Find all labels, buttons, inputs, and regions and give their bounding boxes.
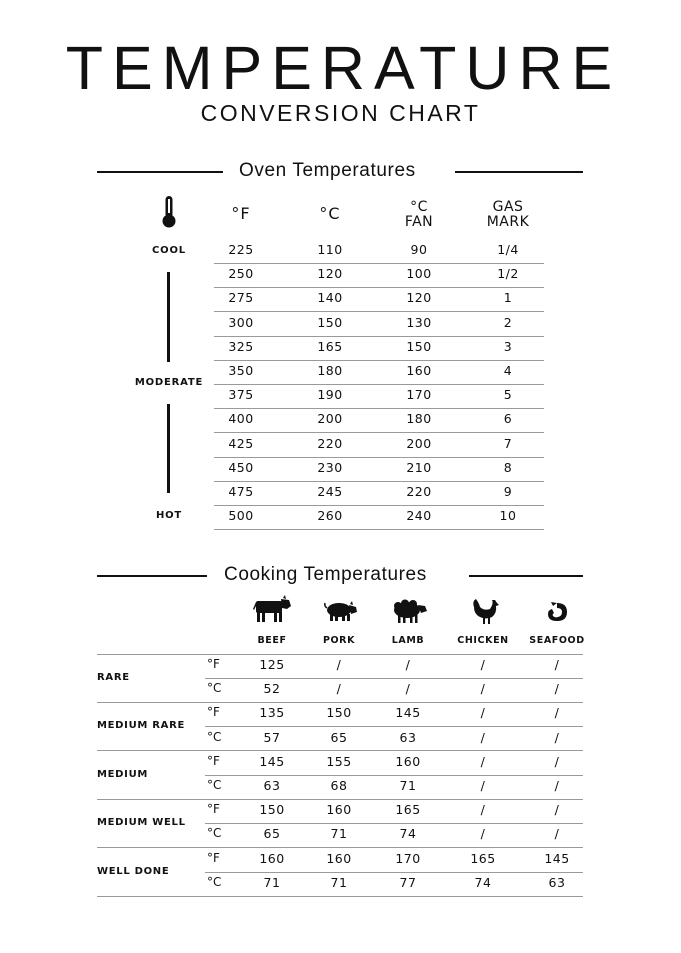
cooking-cell: 68 — [330, 778, 348, 793]
cooking-cell: / — [554, 826, 560, 842]
unit-label: °C — [207, 681, 222, 696]
unit-label: °C — [207, 874, 222, 889]
cooking-cell: / — [554, 778, 560, 793]
oven-cell: 5 — [503, 387, 513, 403]
oven-cell: 120 — [406, 290, 432, 306]
cooking-cell: 160 — [326, 850, 352, 866]
oven-cell: 500 — [228, 508, 254, 524]
oven-heading-rule-right — [455, 171, 583, 173]
cooking-cell: / — [480, 826, 486, 842]
oven-cell: 350 — [228, 363, 254, 378]
oven-cell: 425 — [228, 435, 254, 451]
cooking-heading-rule-right — [469, 575, 583, 577]
cooking-inner-divider — [205, 775, 583, 776]
oven-cell: 220 — [317, 435, 343, 451]
oven-cell: 2 — [503, 314, 513, 330]
cooking-cell: 74 — [474, 874, 492, 890]
cooking-cell: 145 — [259, 753, 285, 769]
cooking-cell: 165 — [470, 850, 496, 866]
cooking-cell: 155 — [326, 753, 352, 769]
cooking-cell: / — [554, 729, 560, 745]
animal-label: LAMB — [391, 635, 425, 646]
level-cool: COOL — [152, 245, 186, 256]
oven-cell: 375 — [228, 387, 254, 403]
pig-icon — [324, 600, 358, 626]
cooking-cell: / — [405, 681, 411, 697]
oven-row-divider — [214, 529, 544, 530]
oven-cell: 200 — [317, 411, 343, 427]
oven-row-divider — [214, 311, 544, 312]
cooking-cell: 65 — [330, 729, 348, 745]
oven-cell: 10 — [499, 508, 517, 524]
cooking-cell: / — [336, 657, 342, 672]
page-title: TEMPERATURE — [65, 34, 622, 102]
cooking-cell: 57 — [263, 729, 281, 745]
cooking-cell: 63 — [548, 874, 566, 890]
oven-cell: 220 — [406, 484, 432, 499]
oven-cell: 165 — [317, 338, 343, 354]
oven-cell: 4 — [503, 363, 513, 378]
shrimp-icon — [545, 601, 569, 627]
oven-heading: Oven Temperatures — [239, 160, 416, 181]
oven-cell: 110 — [317, 242, 343, 257]
doneness-label: WELL DONE — [97, 865, 170, 877]
unit-label: °F — [207, 850, 220, 865]
cooking-cell: 160 — [395, 753, 421, 769]
cooking-cell: 63 — [263, 778, 281, 793]
cooking-cell: / — [405, 657, 411, 672]
oven-row-divider — [214, 360, 544, 361]
cooking-cell: 65 — [263, 826, 281, 842]
cooking-cell: / — [480, 657, 486, 672]
cooking-group-divider — [97, 896, 583, 897]
oven-cell: 1/2 — [497, 266, 519, 282]
oven-col-gas-top: GAS — [492, 199, 524, 215]
level-scale-bar-upper — [167, 272, 170, 362]
sheep-icon — [391, 600, 429, 628]
oven-row-divider — [214, 505, 544, 506]
unit-label: °F — [207, 753, 220, 768]
oven-cell: 3 — [503, 338, 513, 354]
oven-cell: 150 — [317, 314, 343, 330]
oven-row-divider — [214, 408, 544, 409]
oven-cell: 90 — [410, 242, 428, 257]
unit-label: °C — [207, 778, 222, 792]
doneness-label: RARE — [97, 672, 130, 683]
cooking-cell: 150 — [259, 802, 285, 818]
thermometer-icon — [160, 195, 178, 233]
animal-label: CHICKEN — [457, 635, 509, 646]
oven-cell: 200 — [406, 435, 432, 451]
oven-cell: 325 — [228, 338, 254, 354]
oven-cell: 1 — [503, 290, 513, 306]
cooking-heading: Cooking Temperatures — [224, 564, 427, 585]
cooking-cell: / — [480, 753, 486, 769]
oven-col-fan-bottom: FAN — [404, 214, 434, 230]
cooking-cell: 74 — [399, 826, 417, 842]
oven-col-f: °F — [231, 204, 251, 223]
level-moderate: MODERATE — [134, 377, 204, 388]
cooking-group-divider — [97, 750, 583, 751]
oven-cell: 6 — [503, 411, 513, 427]
oven-row-divider — [214, 481, 544, 482]
oven-row-divider — [214, 287, 544, 288]
cooking-cell: / — [480, 705, 486, 721]
level-hot: HOT — [155, 510, 183, 521]
doneness-label: MEDIUM RARE — [97, 720, 186, 732]
cooking-cell: / — [554, 657, 560, 672]
animal-label: BEEF — [257, 635, 287, 646]
oven-cell: 130 — [406, 314, 432, 330]
oven-cell: 150 — [406, 338, 432, 354]
oven-cell: 475 — [228, 484, 254, 499]
animal-label: PORK — [322, 635, 356, 646]
cooking-cell: 125 — [259, 657, 285, 672]
cooking-cell: 71 — [330, 826, 348, 842]
cooking-group-divider — [97, 847, 583, 848]
cooking-cell: / — [554, 802, 560, 818]
doneness-label: MEDIUM WELL — [97, 817, 186, 829]
oven-col-fan-top: °C — [410, 199, 428, 215]
page-subtitle: CONVERSION CHART — [200, 100, 481, 126]
cooking-cell: / — [554, 753, 560, 769]
level-scale-bar-lower — [167, 404, 170, 493]
oven-row-divider — [214, 384, 544, 385]
cooking-cell: 160 — [326, 802, 352, 818]
oven-cell: 160 — [406, 363, 432, 378]
oven-cell: 170 — [406, 387, 432, 403]
doneness-label: MEDIUM — [97, 768, 149, 780]
oven-cell: 450 — [228, 459, 254, 475]
oven-cell: 245 — [317, 484, 343, 499]
cooking-cell: 77 — [399, 874, 417, 890]
oven-cell: 230 — [317, 459, 343, 475]
cooking-cell: / — [480, 802, 486, 818]
cooking-cell: 165 — [395, 802, 421, 818]
oven-cell: 400 — [228, 411, 254, 427]
oven-cell: 180 — [406, 411, 432, 427]
cooking-cell: 71 — [399, 778, 417, 793]
unit-label: °C — [207, 729, 222, 744]
oven-cell: 300 — [228, 314, 254, 330]
cooking-cell: 145 — [395, 705, 421, 721]
cooking-cell: 52 — [263, 681, 281, 697]
oven-cell: 240 — [406, 508, 432, 524]
cooking-group-divider — [97, 702, 583, 703]
cow-icon — [252, 597, 292, 627]
oven-cell: 225 — [228, 242, 254, 257]
cooking-inner-divider — [205, 726, 583, 727]
oven-col-c: °C — [319, 204, 341, 223]
cooking-cell: / — [480, 778, 486, 793]
cooking-heading-rule-left — [97, 575, 207, 577]
oven-cell: 100 — [406, 266, 432, 282]
oven-col-gas-bottom: MARK — [486, 214, 530, 230]
oven-cell: 9 — [503, 484, 513, 499]
oven-cell: 7 — [503, 435, 513, 451]
oven-cell: 120 — [317, 266, 343, 282]
cooking-cell: 71 — [330, 874, 348, 890]
unit-label: °F — [207, 705, 220, 720]
oven-cell: 260 — [317, 508, 343, 524]
cooking-cell: 135 — [259, 705, 285, 721]
cooking-cell: / — [554, 681, 560, 697]
chicken-icon — [470, 597, 500, 629]
oven-row-divider — [214, 457, 544, 458]
unit-label: °F — [207, 802, 220, 817]
oven-row-divider — [214, 336, 544, 337]
oven-cell: 250 — [228, 266, 254, 282]
oven-row-divider — [214, 432, 544, 433]
oven-cell: 1/4 — [497, 242, 519, 257]
cooking-cell: 170 — [395, 850, 421, 866]
oven-cell: 210 — [406, 459, 432, 475]
cooking-inner-divider — [205, 823, 583, 824]
oven-cell: 190 — [317, 387, 343, 403]
oven-cell: 275 — [228, 290, 254, 306]
cooking-cell: / — [554, 705, 560, 721]
cooking-cell: / — [336, 681, 342, 697]
unit-label: °C — [207, 826, 222, 841]
oven-cell: 180 — [317, 363, 343, 378]
cooking-inner-divider — [205, 872, 583, 873]
oven-cell: 140 — [317, 290, 343, 306]
cooking-cell: 71 — [263, 874, 281, 890]
cooking-cell: 150 — [326, 705, 352, 721]
cooking-top-divider — [97, 654, 583, 655]
animal-label: SEAFOOD — [529, 635, 585, 646]
cooking-group-divider — [97, 799, 583, 800]
cooking-cell: 145 — [544, 850, 570, 866]
cooking-cell: 63 — [399, 729, 417, 745]
cooking-cell: / — [480, 681, 486, 697]
cooking-inner-divider — [205, 678, 583, 679]
oven-cell: 8 — [503, 459, 513, 475]
oven-heading-rule-left — [97, 171, 223, 173]
cooking-cell: / — [480, 729, 486, 745]
oven-row-divider — [214, 263, 544, 264]
cooking-cell: 160 — [259, 850, 285, 866]
unit-label: °F — [207, 657, 220, 671]
